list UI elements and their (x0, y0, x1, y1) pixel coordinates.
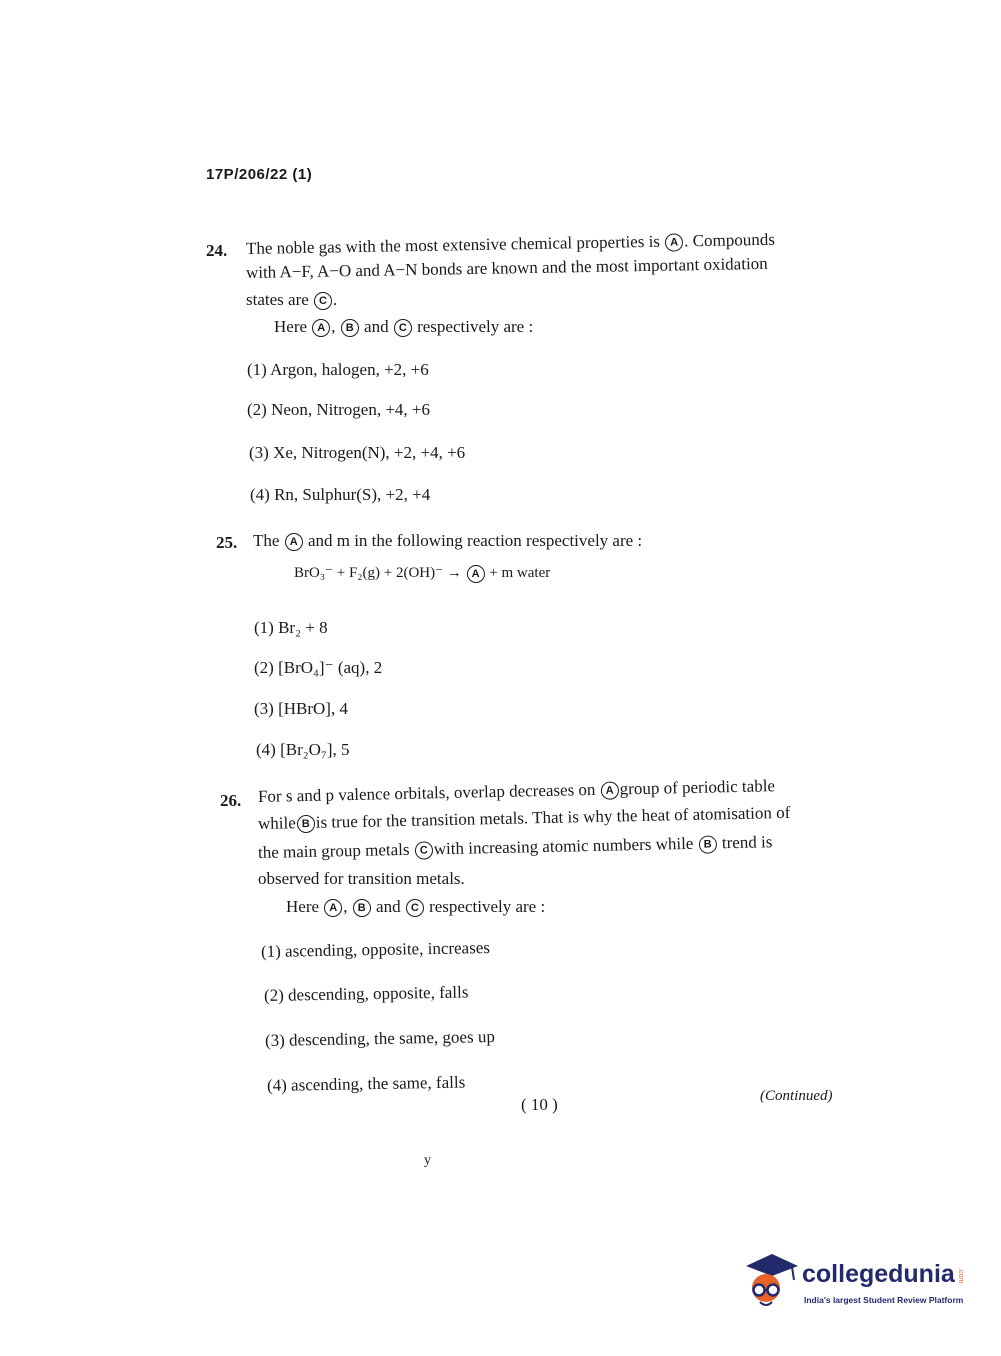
question-line: observed for transition metals. (258, 869, 465, 888)
question-text: . (333, 290, 338, 309)
question-text: The (253, 531, 280, 550)
q26-option-2: (2) descending, opposite, falls (263, 982, 469, 1005)
chemical-reaction (294, 563, 550, 583)
question-text: and (364, 317, 389, 336)
question-text: The noble gas with the most extensive chemical properties is (245, 231, 661, 258)
question-line: with A−F, A−O and A−N bonds are known and the most important oxidation (245, 253, 768, 282)
circled-b-icon: B (341, 319, 359, 337)
question-line (274, 314, 533, 340)
q25-option-2: (2) [BrO₄]⁻ (aq), 2 (254, 658, 383, 677)
circled-c-icon: C (314, 292, 332, 310)
paper-code: 17P/206/22 (1) (206, 166, 313, 183)
circled-a-icon: A (601, 782, 619, 800)
reaction-left: BrO₃⁻ + F₂(g) + 2(OH)⁻ → (294, 565, 462, 581)
separator: , (343, 897, 348, 916)
question-text: while (257, 813, 296, 833)
question-text: and m in the following reaction respectively are : (307, 531, 643, 550)
reaction-right: + m water (489, 565, 551, 581)
circled-b-icon: B (297, 815, 315, 833)
circled-b-icon: B (353, 899, 371, 917)
circled-a-icon: A (312, 319, 330, 337)
q24-option-4: (4) Rn, Sulphur(S), +2, +4 (250, 485, 431, 504)
question-number: 25. (216, 533, 238, 552)
question-text: Here (286, 897, 320, 916)
question-text: respectively are : (429, 897, 546, 916)
question-number: 26. (220, 791, 242, 810)
q25-option-1: (1) Br₂ + 8 (254, 618, 328, 637)
collegedunia-logo (742, 1250, 972, 1320)
question-26 (220, 768, 840, 928)
question-text: For s and p valence orbitals, overlap decreases on (257, 779, 596, 806)
question-text: states are (246, 290, 309, 309)
question-text: and (376, 897, 401, 916)
circled-c-icon: C (415, 841, 433, 859)
question-text: respectively are : (417, 317, 534, 336)
question-text: is true for the transition metals. That is why the heat of atomisation of (315, 802, 791, 832)
q25-option-4: (4) [Br₂O₇], 5 (256, 740, 350, 759)
q24-option-1: (1) Argon, halogen, +2, +6 (247, 360, 429, 379)
page-number: ( 10 ) (521, 1095, 558, 1114)
circled-b-icon: B (698, 835, 716, 853)
student-mascot-icon (742, 1252, 800, 1312)
question-text: trend is (721, 832, 773, 853)
question-text: Here (274, 317, 308, 336)
brand-domain: .com (957, 1268, 964, 1284)
circled-a-icon: A (665, 233, 683, 251)
question-text: . Compounds (684, 229, 776, 251)
q26-option-3: (3) descending, the same, goes up (264, 1026, 496, 1050)
q26-option-4: (4) ascending, the same, falls (266, 1072, 466, 1095)
brand-tagline: India's largest Student Review Platform (804, 1295, 964, 1305)
circled-a-icon: A (324, 899, 342, 917)
q25-option-3: (3) [HBrO], 4 (254, 699, 348, 718)
brand-name: collegedunia (802, 1260, 955, 1288)
question-text: group of periodic table (619, 776, 776, 799)
q26-option-1: (1) ascending, opposite, increases (260, 938, 491, 961)
question-line (253, 528, 642, 554)
circled-a-icon: A (285, 533, 303, 551)
separator: , (331, 317, 336, 336)
circled-c-icon: C (406, 899, 424, 917)
question-25 (216, 526, 716, 566)
question-line (246, 287, 337, 313)
question-line (286, 894, 545, 920)
circled-c-icon: C (394, 319, 412, 337)
question-text: the main group metals (257, 839, 410, 862)
q24-option-3: (3) Xe, Nitrogen(N), +2, +4, +6 (249, 443, 466, 462)
question-text: with increasing atomic numbers while (433, 833, 694, 859)
circled-a-icon: A (467, 565, 485, 583)
stray-mark: y (424, 1153, 431, 1168)
question-number: 24. (206, 241, 228, 260)
continued-label: (Continued) (760, 1088, 833, 1104)
q24-option-2: (2) Neon, Nitrogen, +4, +6 (247, 400, 430, 419)
